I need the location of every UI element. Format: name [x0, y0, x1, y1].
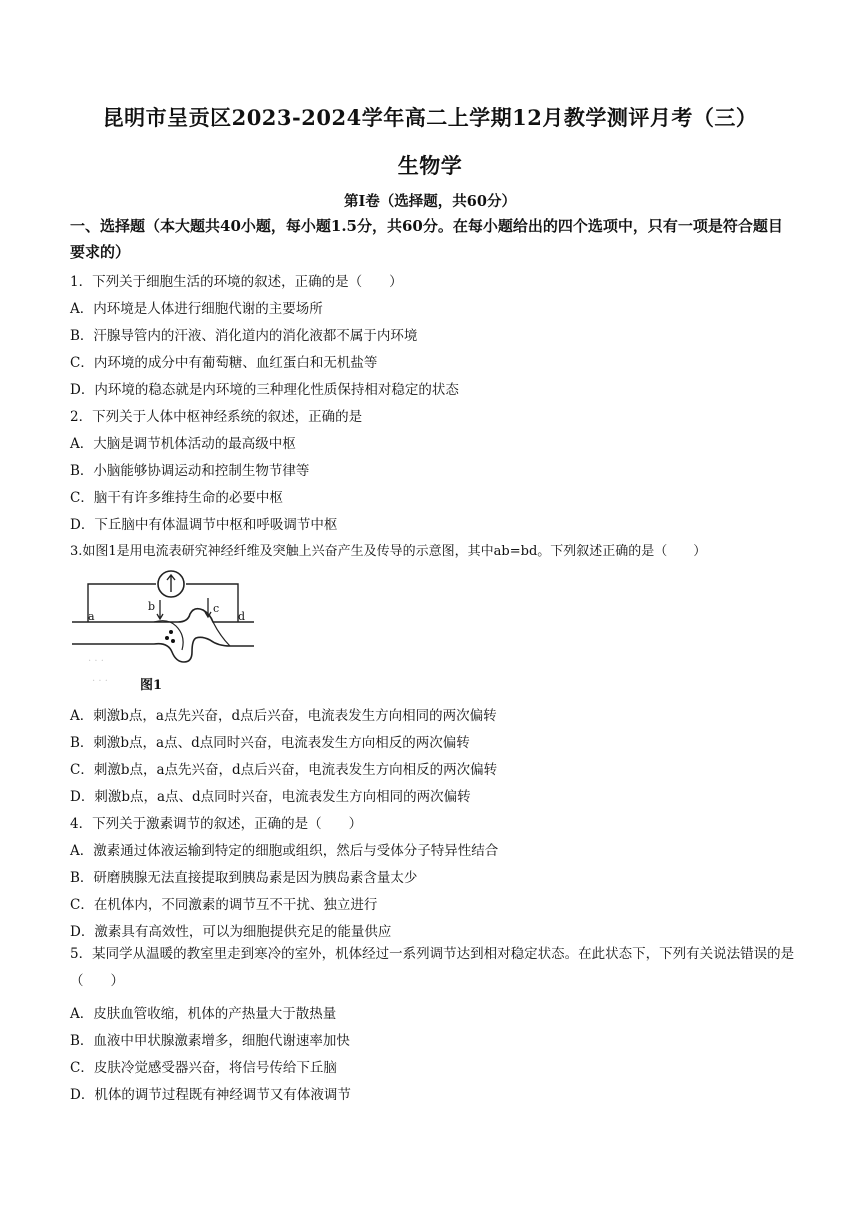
question-1-option-b: B．汗腺导管内的汗液、消化道内的消化液都不属于内环境 [70, 328, 418, 344]
question-1-option-a: A．内环境是人体进行细胞代谢的主要场所 [70, 301, 323, 317]
question-4-option-b: B．研磨胰腺无法直接提取到胰岛素是因为胰岛素含量太少 [70, 870, 418, 886]
figure-label-d: d [238, 610, 246, 623]
figure-caption: 图1 [140, 678, 163, 693]
question-5-stem: 5．某同学从温暖的教室里走到寒冷的室外，机体经过一系列调节达到相对稳定状态。在此状态下，下列有关说法错误的是（ ） [70, 946, 795, 989]
question-4-option-c: C．在机体内，不同激素的调节互不干扰、独立进行 [70, 897, 378, 913]
question-1-option-d: D．内环境的稳态就是内环境的三种理化性质保持相对稳定的状态 [70, 382, 459, 398]
question-3-option-a: A．刺激b点，a点先兴奋，d点后兴奋，电流表发生方向相同的两次偏转 [70, 708, 497, 724]
question-4-option-a: A．激素通过体液运输到特定的细胞或组织，然后与受体分子特异性结合 [70, 843, 499, 859]
question-2-option-a: A．大脑是调节机体活动的最高级中枢 [70, 436, 296, 452]
question-5-option-b: B．血液中甲状腺激素增多，细胞代谢速率加快 [70, 1033, 350, 1049]
subject-title: 生物学 [397, 153, 463, 178]
question-2-option-d: D．下丘脑中有体温调节中枢和呼吸调节中枢 [70, 517, 338, 533]
question-1-option-c: C．内环境的成分中有葡萄糖、血红蛋白和无机盐等 [70, 355, 378, 371]
part-heading: 第Ⅰ卷（选择题，共60分） [344, 193, 516, 210]
question-2-option-b: B．小脑能够协调运动和控制生物节律等 [70, 463, 310, 479]
figure-label-a: a [88, 610, 95, 623]
figure-label-c: c [213, 602, 220, 615]
question-3-option-b: B．刺激b点，a点、d点同时兴奋，电流表发生方向相反的两次偏转 [70, 735, 470, 751]
question-3-option-d: D．刺激b点，a点、d点同时兴奋，电流表发生方向相同的两次偏转 [70, 789, 471, 805]
question-3-stem: 3.如图1是用电流表研究神经纤维及突触上兴奋产生及传导的示意图，其中ab=bd。下列叙述正确的是（ ） [70, 544, 707, 559]
exam-title: 昆明市呈贡区2023-2024学年高二上学期12月教学测评月考（三） [102, 105, 758, 130]
question-2-option-c: C．脑干有许多维持生命的必要中枢 [70, 490, 283, 506]
svg-text:· · ·: · · · [92, 676, 108, 687]
question-5-option-d: D．机体的调节过程既有神经调节又有体液调节 [70, 1087, 351, 1103]
question-2-stem: 2．下列关于人体中枢神经系统的叙述，正确的是 [70, 409, 363, 425]
question-5-option-a: A．皮肤血管收缩，机体的产热量大于散热量 [70, 1006, 337, 1022]
figure-label-b: b [148, 600, 156, 613]
section-heading: 一、选择题（本大题共40小题，每小题1.5分，共60分。在每小题给出的四个选项中，只有一项是符合题目要求的） [70, 217, 783, 261]
neuron-synapse-figure [68, 566, 258, 696]
question-4-stem: 4．下列关于激素调节的叙述，正确的是（ ） [70, 816, 363, 832]
question-4-option-d: D．激素具有高效性，可以为细胞提供充足的能量供应 [70, 924, 392, 940]
question-5-option-c: C．皮肤冷觉感受器兴奋，将信号传给下丘脑 [70, 1060, 337, 1076]
question-3-option-c: C．刺激b点，a点先兴奋，d点后兴奋，电流表发生方向相反的两次偏转 [70, 762, 498, 778]
svg-text:· · ·: · · · [88, 656, 104, 667]
question-1-stem: 1．下列关于细胞生活的环境的叙述，正确的是（ ） [70, 274, 403, 290]
